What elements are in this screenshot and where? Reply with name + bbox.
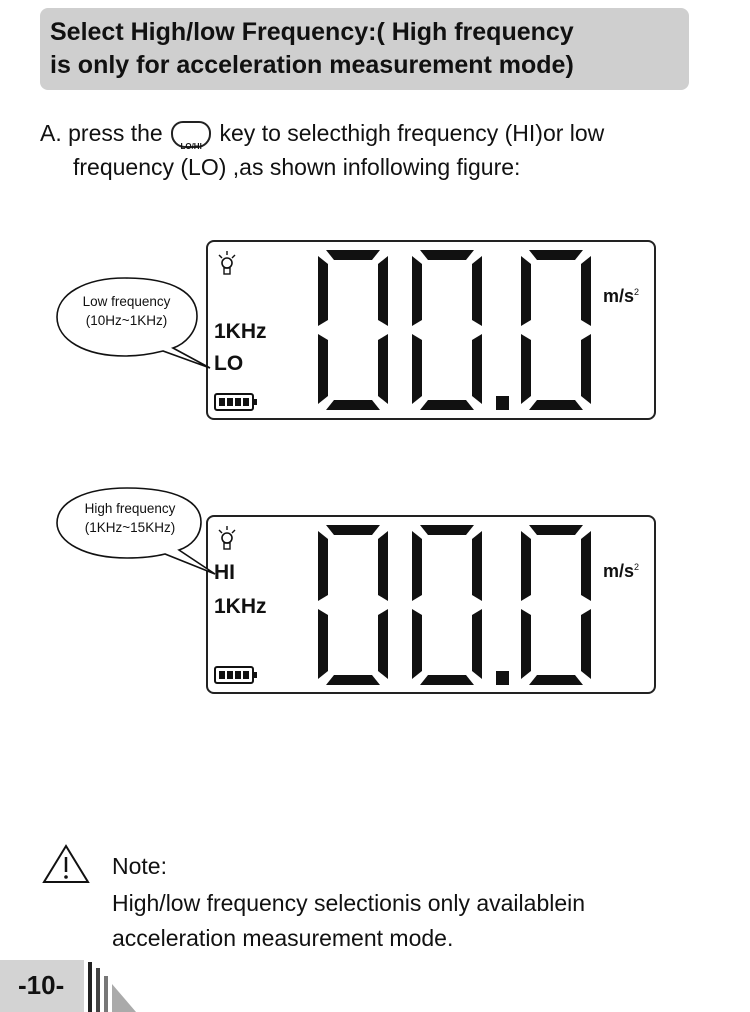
callout-text-low — [60, 292, 193, 330]
lcd-mode-label: HI — [214, 561, 235, 584]
note-label: Note: — [112, 853, 167, 879]
note-line2: acceleration measurement mode. — [112, 925, 454, 951]
section-title — [50, 16, 690, 82]
lcd-unit-sup: 2 — [634, 562, 640, 572]
note-body — [112, 886, 712, 956]
lo-hi-key-icon — [171, 121, 211, 152]
page-number: -10- — [18, 970, 65, 1000]
callout-text-high — [60, 499, 200, 537]
lcd-unit — [603, 286, 639, 307]
section-title-line2: is only for acceleration measurement mode) — [50, 51, 574, 79]
battery-icon — [214, 665, 258, 685]
lo-hi-key-label: LO/HI — [180, 142, 202, 152]
lcd-reading-digits — [316, 525, 601, 687]
callout-high-line2: (1KHz~15KHz) — [84, 520, 176, 535]
warning-triangle-icon — [42, 844, 90, 884]
step-a-line1 — [40, 116, 720, 150]
lcd-reading-digits — [316, 250, 601, 412]
lcd-unit-text: m/s — [603, 561, 635, 581]
section-title-line1: Select High/low Frequency:( High frequency — [50, 18, 574, 46]
lcd-unit-text: m/s — [603, 286, 635, 306]
note-line1: High/low frequency selectionis only availablein — [112, 890, 586, 916]
lcd-unit-sup: 2 — [634, 287, 640, 297]
lcd-mode-label: LO — [214, 352, 244, 375]
lcd-display-high — [206, 515, 656, 694]
step-a-line2: frequency (LO) ,as shown infollowing figure: — [73, 154, 521, 180]
callout-low-line2: (10Hz~1KHz) — [85, 313, 168, 328]
lcd-freq-label: 1KHz — [214, 320, 267, 343]
step-a — [40, 116, 720, 184]
lcd-freq-label: 1KHz — [214, 595, 267, 618]
lcd-unit — [603, 561, 639, 582]
lamp-icon — [216, 250, 238, 278]
page-corner-decoration — [86, 962, 138, 1012]
callout-high-line1: High frequency — [84, 501, 176, 516]
lcd-display-low — [206, 240, 656, 420]
step-a-suffix: key to selecthigh frequency (HI)or low — [219, 120, 605, 146]
step-a-prefix: A. press the — [40, 120, 163, 146]
battery-icon — [214, 392, 258, 412]
callout-low-line1: Low frequency — [82, 294, 171, 309]
